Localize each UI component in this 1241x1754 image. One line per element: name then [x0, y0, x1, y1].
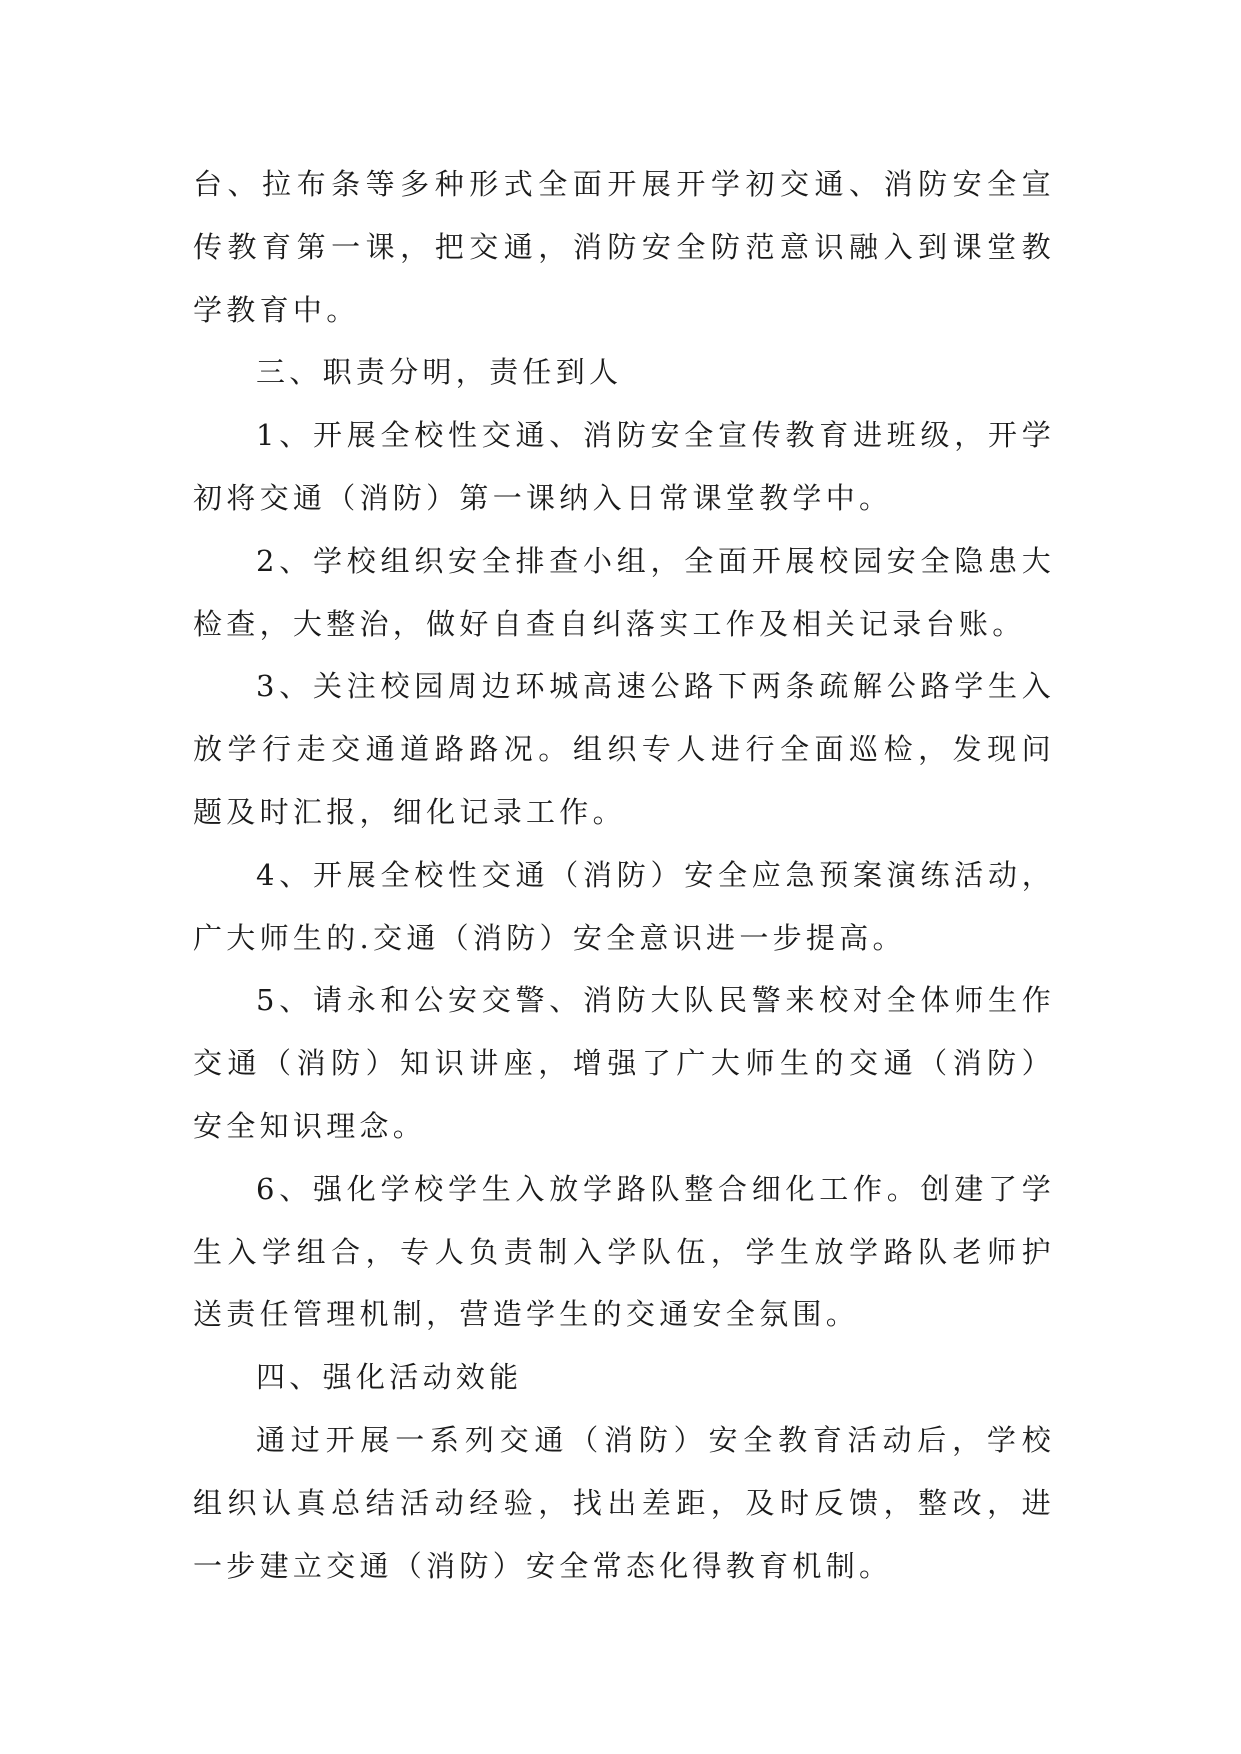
list-item-6: 6、强化学校学生入放学路队整合细化工作。创建了学生入学组合，专人负责制入学队伍，学生放学路队老师护送责任管理机制，营造学生的交通安全氛围。: [193, 1171, 1055, 1332]
list-item-1: 1、开展全校性交通、消防安全宣传教育进班级，开学初将交通（消防）第一课纳入日常课堂教学中。: [193, 418, 1055, 515]
list-item-2: 2、学校组织安全排查小组，全面开展校园安全隐患大检查，大整治，做好自查自纠落实工作及相关记录台账。: [193, 543, 1055, 641]
section-heading-four: 四、强化活动效能: [256, 1360, 523, 1395]
list-item-4: 4、开展全校性交通（消防）安全应急预案演练活动，广大师生的.交通（消防）安全意识进一步提高。: [193, 857, 1055, 955]
document-body: [193, 153, 1055, 1597]
list-item-5: 5、请永和公安交警、消防大队民警来校对全体师生作交通（消防）知识讲座，增强了广大师生的交通（消防）安全知识理念。: [193, 983, 1055, 1143]
section-heading-three: 三、职责分明，责任到人: [256, 355, 623, 390]
list-item-3: 3、关注校园周边环城高速公路下两条疏解公路学生入放学行走交通道路路况。组织专人进行全面巡检，发现问题及时汇报，细化记录工作。: [193, 669, 1055, 829]
paragraph-continuation: 台、拉布条等多种形式全面开展开学初交通、消防安全宣传教育第一课，把交通，消防安全防范意识融入到课堂教学教育中。: [193, 167, 1055, 327]
closing-paragraph: 通过开展一系列交通（消防）安全教育活动后，学校组织认真总结活动经验，找出差距，及时反馈，整改，进一步建立交通（消防）安全常态化得教育机制。: [193, 1422, 1055, 1583]
